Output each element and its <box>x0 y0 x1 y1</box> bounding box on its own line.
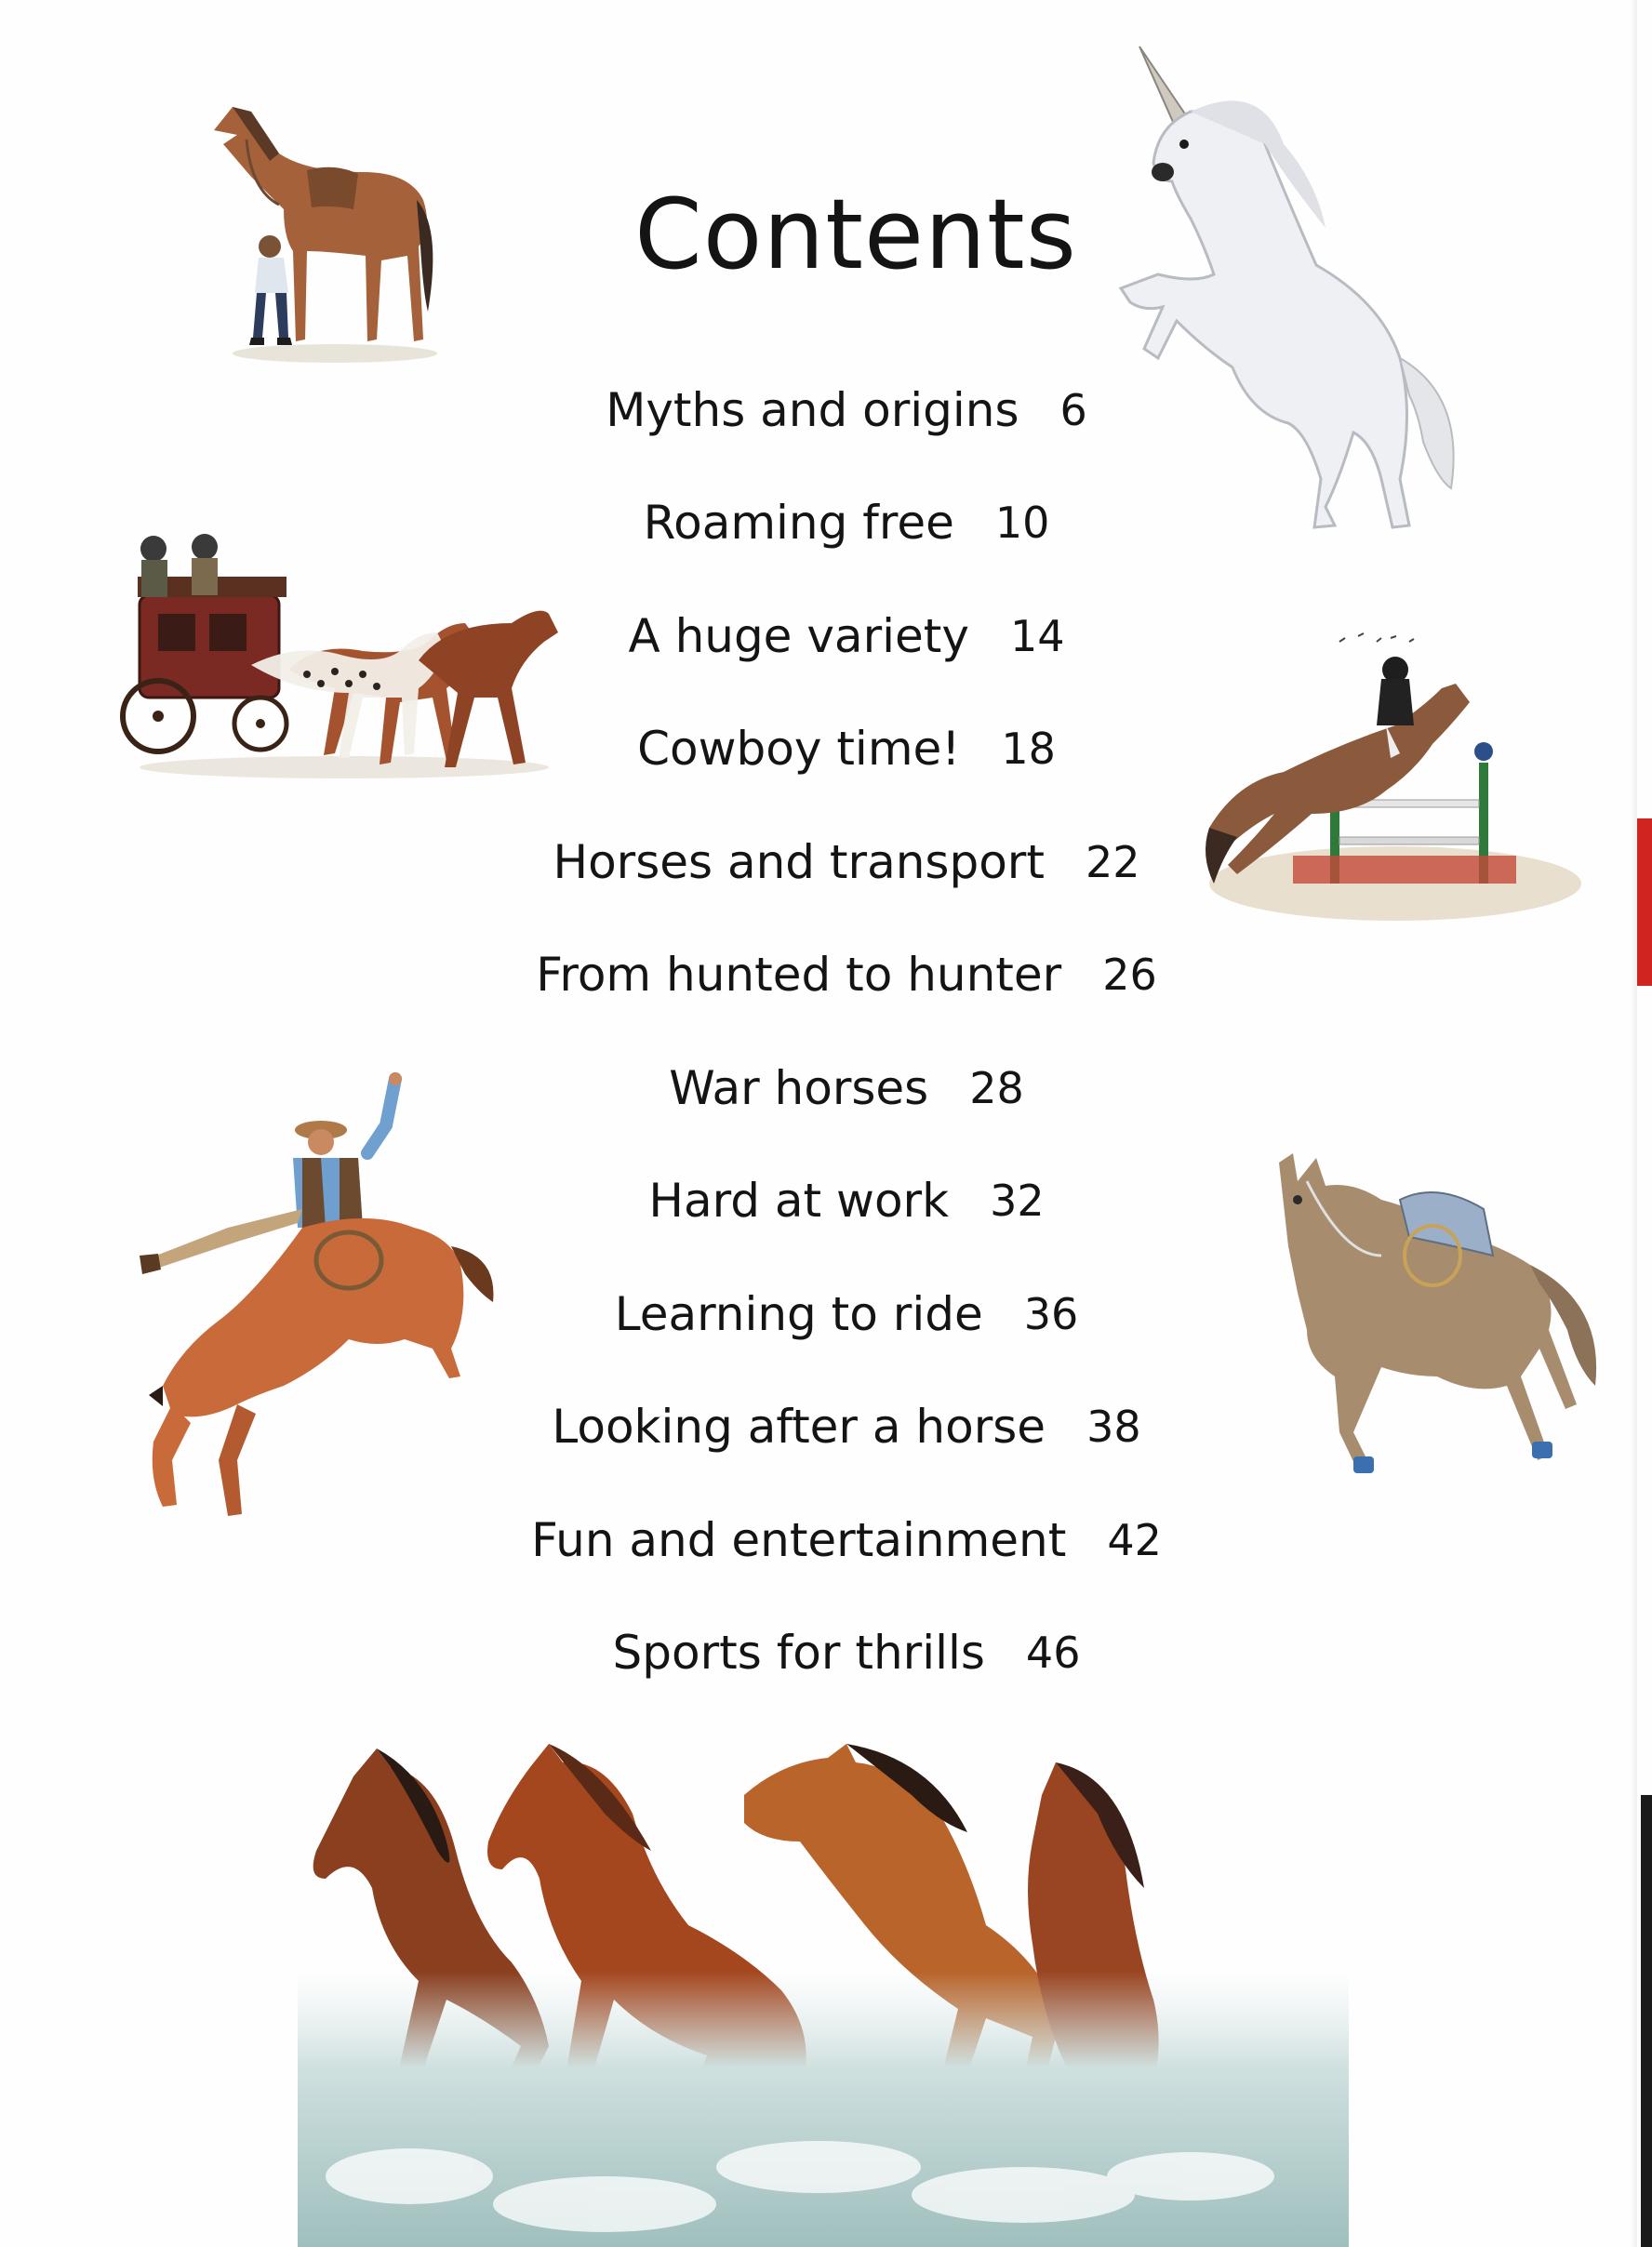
toc-entry[interactable] <box>484 1145 1209 1258</box>
toc-entry-page: 26 <box>1102 950 1157 1001</box>
toc-entry-page: 14 <box>1009 610 1065 661</box>
page-edge-shadow <box>1630 0 1637 2247</box>
toc-entry-title: Horses and transport <box>553 834 1045 889</box>
galloping-herd-illustration <box>298 1739 1349 2247</box>
unicorn-illustration <box>1102 42 1479 544</box>
toc-entry-title: Hard at work <box>648 1174 950 1229</box>
toc-entry[interactable] <box>484 1031 1209 1145</box>
toc-entry-page: 42 <box>1107 1514 1162 1565</box>
toc-entry[interactable] <box>484 353 1209 467</box>
bucking-bronco-illustration <box>135 1070 498 1525</box>
toc-entry[interactable] <box>484 579 1209 693</box>
page-edge-red-tab <box>1637 818 1652 986</box>
saddled-horse-illustration <box>1270 1144 1614 1493</box>
toc-entry-title: A huge variety <box>628 608 969 663</box>
toc-entry-title: War horses <box>669 1060 929 1115</box>
toc-entry[interactable] <box>484 1371 1209 1484</box>
toc-entry-page: 32 <box>990 1176 1045 1227</box>
toc-entry-title: Learning to ride <box>614 1286 983 1341</box>
toc-entry[interactable] <box>484 805 1209 919</box>
toc-entry-title: Looking after a horse <box>552 1400 1046 1455</box>
page-title: Contents <box>634 177 1077 291</box>
show-jumper-illustration <box>1200 614 1581 925</box>
toc-entry-page: 10 <box>994 498 1050 549</box>
stagecoach-illustration <box>112 502 567 786</box>
toc-entry[interactable] <box>484 919 1209 1032</box>
toc-entry-page: 22 <box>1085 836 1140 887</box>
toc-entry-title: Sports for thrills <box>612 1626 985 1681</box>
toc-entry-title: Fun and entertainment <box>531 1512 1067 1567</box>
contents-list <box>484 353 1209 1709</box>
toc-entry-page: 46 <box>1025 1628 1081 1679</box>
toc-entry-title: Cowboy time! <box>637 722 961 777</box>
toc-entry-title: Roaming free <box>643 496 954 551</box>
toc-entry-page: 18 <box>1001 724 1056 775</box>
toc-entry-page: 38 <box>1086 1402 1141 1453</box>
toc-entry[interactable] <box>484 467 1209 580</box>
toc-entry-page: 6 <box>1059 384 1087 435</box>
toc-entry[interactable] <box>484 693 1209 806</box>
page-edge-black-strip <box>1641 1795 1652 2247</box>
toc-entry-title: From hunted to hunter <box>536 948 1062 1003</box>
toc-entry[interactable] <box>484 1257 1209 1371</box>
toc-entry[interactable] <box>484 1483 1209 1597</box>
toc-entry-page: 28 <box>969 1062 1024 1113</box>
toc-entry-title: Myths and origins <box>606 382 1019 437</box>
toc-entry-page: 36 <box>1023 1288 1079 1339</box>
toc-entry[interactable] <box>484 1597 1209 1710</box>
groom-with-horse-illustration <box>195 88 446 367</box>
